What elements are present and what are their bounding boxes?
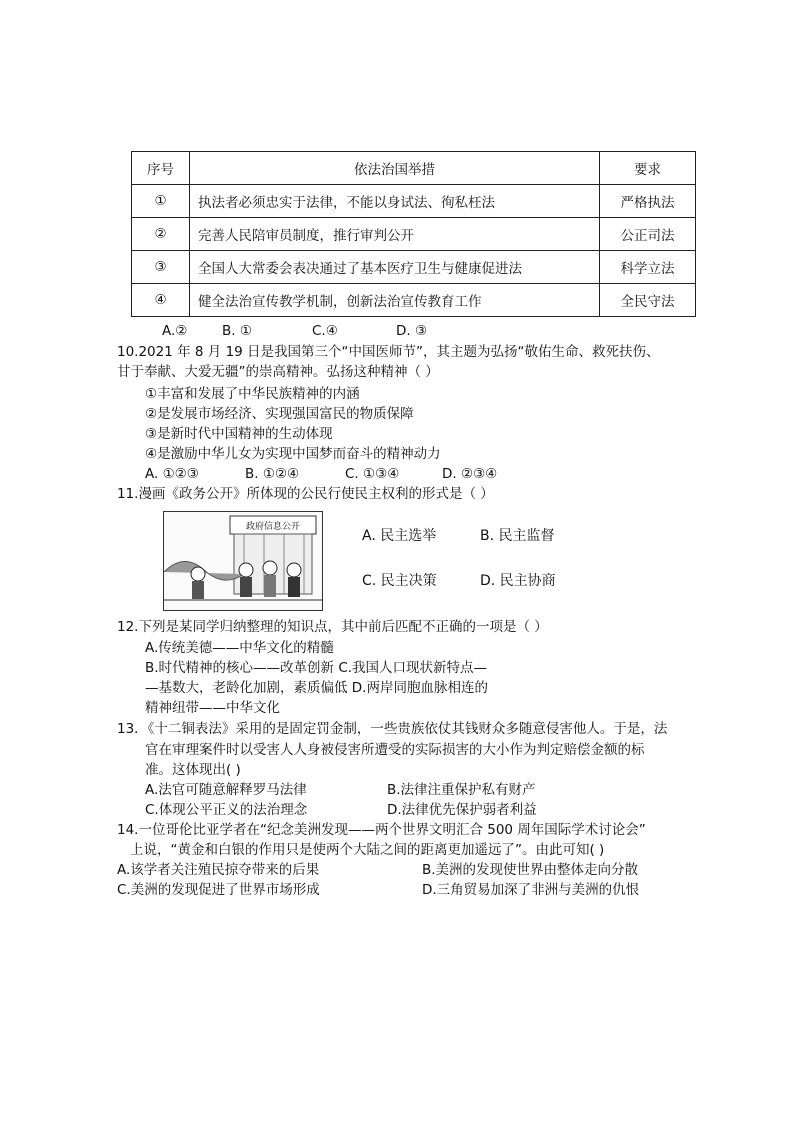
q14-stem-line2: 上说，“黄金和白银的作用只是使两个大陆之间的距离更加遥远了”。由此可知( ) [130, 842, 605, 858]
q10-item: ①丰富和发展了中华民族精神的内涵 [145, 386, 360, 402]
table-cell: 公正司法 [600, 218, 696, 251]
q10-item: ④是激励中华儿女为实现中国梦而奋斗的精神动力 [145, 446, 441, 462]
q13-option-c: C.体现公平正义的法治理念 [145, 802, 308, 818]
header-cell: 依法治国举措 [190, 152, 600, 185]
q12-line: —基数大，老龄化加剧，素质偏低 D.两岸同胞血脉相连的 [145, 680, 488, 696]
q11-option-d: D. 民主协商 [480, 573, 556, 589]
q13-option-a: A.法官可随意解释罗马法律 [145, 782, 307, 798]
q12-line: B.时代精神的核心——改革创新 C.我国人口现状新特点— [145, 660, 488, 676]
q10-item: ③是新时代中国精神的生动体现 [145, 426, 333, 442]
table-cell: ① [132, 185, 190, 218]
table-row [132, 185, 696, 218]
q11-option-c: C. 民主决策 [362, 573, 437, 589]
q10-option-b: B. ①②④ [245, 466, 300, 482]
q13-stem-line1: 13．《十二铜表法》采用的是固定罚金制，一些贵族依仗其钱财众多随意侵害他人。于是，法 [117, 721, 668, 737]
table-cell: 科学立法 [600, 251, 696, 284]
q14-option-a: A.该学者关注殖民掠夺带来的后果 [117, 862, 320, 878]
q13-option-b: B.法律注重保护私有财产 [387, 782, 536, 798]
q9-option-d: D. ③ [396, 323, 428, 339]
q12-line: A.传统美德——中华文化的精髓 [145, 640, 334, 656]
table-cell: ② [132, 218, 190, 251]
table-row [132, 284, 696, 317]
q10-item: ②是发展市场经济、实现强国富民的物质保障 [145, 406, 414, 422]
table-cell: ④ [132, 284, 190, 317]
q10-stem-line2: 甘于奉献、大爱无疆”的崇高精神。弘扬这种精神（ ） [117, 364, 439, 380]
table-cell: 执法者必须忠实于法律，不能以身试法、徇私枉法 [190, 185, 600, 218]
q14-option-b: B.美洲的发现使世界由整体走向分散 [422, 862, 639, 878]
q14-option-d: D.三角贸易加深了非洲与美洲的仇恨 [422, 882, 640, 898]
q10-option-c: C. ①③④ [345, 466, 400, 482]
table-header-row [132, 152, 696, 185]
table-cell: 完善人民陪审员制度，推行审判公开 [190, 218, 600, 251]
table-cell: 全国人大常委会表决通过了基本医疗卫生与健康促进法 [190, 251, 600, 284]
q11-option-b: B. 民主监督 [480, 528, 555, 544]
measures-table [131, 151, 696, 317]
header-cell: 序号 [132, 152, 190, 185]
q10-option-a: A. ①②③ [145, 466, 199, 482]
q9-option-a: A.② [162, 323, 188, 339]
table-cell: 严格执法 [600, 185, 696, 218]
header-cell: 要求 [600, 152, 696, 185]
q10-stem-line1: 10.2021 年 8 月 19 日是我国第三个“中国医师节”，其主题为弘扬“敬佑生命、救死扶伤、 [117, 344, 660, 360]
q13-stem-line2: 官在审理案件时以受害人人身被侵害所遭受的实际损害的大小作为判定赔偿金额的标 [145, 742, 645, 758]
political-cartoon-image [163, 511, 323, 611]
q14-option-c: C.美洲的发现促进了世界市场形成 [117, 882, 320, 898]
q11-option-a: A. 民主选举 [362, 528, 437, 544]
q12-line: 精神纽带——中华文化 [145, 700, 280, 716]
q10-option-d: D. ②③④ [442, 466, 498, 482]
table-row [132, 251, 696, 284]
q13-option-d: D.法律优先保护弱者利益 [387, 802, 537, 818]
cartoon-sign-text: 政府信息公开 [245, 522, 301, 532]
q12-stem: 12.下列是某同学归纳整理的知识点，其中前后匹配不正确的一项是（ ） [117, 619, 548, 635]
table-cell: 全民守法 [600, 284, 696, 317]
q14-stem-line1: 14.一位哥伦比亚学者在“纪念美洲发现——两个世界文明汇合 500 周年国际学术讨论会” [117, 822, 646, 838]
table-cell: 健全法治宣传教学机制，创新法治宣传教育工作 [190, 284, 600, 317]
q13-stem-line3: 准。这体现出( ) [145, 762, 241, 778]
cartoon-drawing [164, 512, 322, 610]
q11-stem: 11.漫画《政务公开》所体现的公民行使民主权利的形式是（ ） [117, 486, 494, 502]
q9-option-b: B. ① [222, 323, 252, 339]
q9-option-c: C.④ [312, 323, 338, 339]
table-row [132, 218, 696, 251]
table-cell: ③ [132, 251, 190, 284]
